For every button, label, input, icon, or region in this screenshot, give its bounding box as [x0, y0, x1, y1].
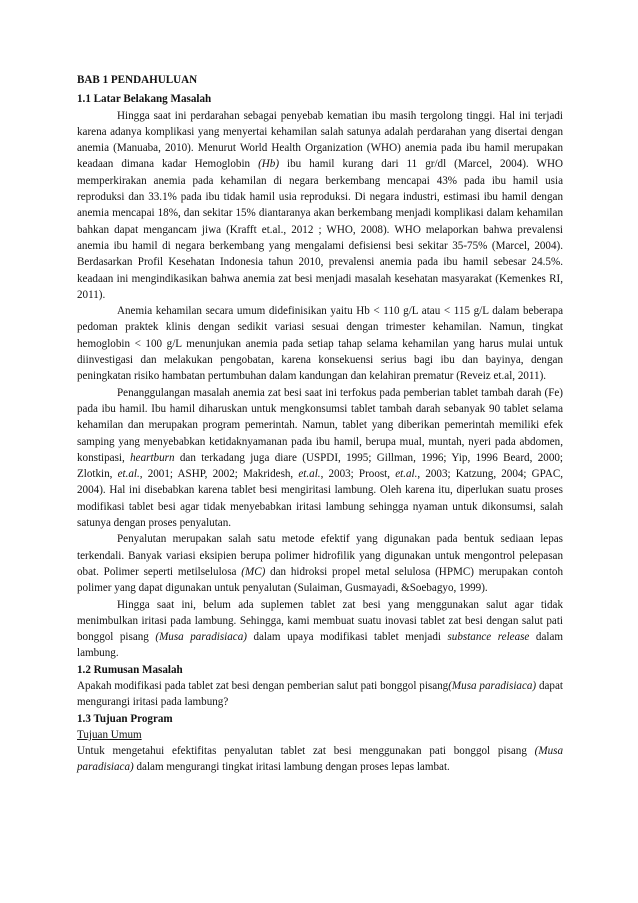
- paragraph-anemia-prevalence: [77, 108, 563, 304]
- italic-text-run: substance release: [447, 631, 530, 644]
- text-run: Hingga saat ini, belum ada suplemen tablet zat besi yang menggunakan salut agar tidak menimbulkan iritasi pada lambung. Sehingga, kami membuat suatu inovasi tablet zat besi dengan salut pati bonggol pisang: [77, 598, 563, 644]
- text-run: dalam mengurangi tingkat iritasi lambung dengan proses lepas lambat.: [133, 761, 450, 774]
- text-run: ibu hamil kurang dari 11 gr/dl (Marcel, 2004). WHO memperkirakan anemia pada kehamilan di negara berkembang mencapai 43% pada ibu hamil usia reproduksi dan 33.1% pada ibu tidak hamil usia reproduksi. Di negara industri, estimasi ibu hamil dengan anemia mencapai 18%, dan sekitar 15% diantaranya akan berkembang menjadi komplikasi dalam kehamilan bahkan dapat mengancam jiwa (Krafft et.al., 2012 ; WHO, 2008). WHO melaporkan bahwa prevalensi anemia ibu hamil di negara berkembang yang mengalami defisiensi besi sekitar 35-75% (Marcel, 2004). Berdasarkan Profil Kesehatan Indonesia tahun 2010, prevalensi anemia pada ibu hamil sebesar 24.5%. keadaan ini mengindikasikan bahwa anemia zat besi menjadi masalah kesehatan masyarakat (Kemenkes RI, 2011).: [77, 158, 563, 301]
- text-run: Anemia kehamilan secara umum didefinisikan yaitu Hb < 110 g/L atau < 115 g/L dalam beberapa pedoman praktek klinis dengan sedikit variasi sesuai dengan trimester kehamilan. Namun, tingkat hemoglobin < 100 g/L menunjukan anemia pada setiap tahap selama kehamilan yang harus mulai untuk diinvestigasi dan melakukan pengobatan, karena konsekuensi serius bagi ibu dan bayinya, dengan peningkatan risiko hambatan pertumbuhan dalam kandungan dan kelahiran prematur (Reveiz et.al, 2011).: [77, 305, 563, 383]
- italic-text-run: (Musa paradisiaca): [448, 679, 537, 692]
- text-run: , 2003; Katzung, 2004; GPAC, 2004). Hal ini disebabkan karena tablet besi mengiritasi lambung. Oleh karena itu, diperlukan suatu proses modifikasi tablet besi agar tidak menyebabkan iritasi lambung sehingga nyaman untuk dikonsumsi, salah satunya dengan proses penyalutan.: [77, 468, 564, 530]
- text-run: , 2003; Proost,: [320, 468, 396, 481]
- text-run: dapat mengurangi iritasi pada lambung?: [77, 679, 563, 709]
- italic-text-run: (MC): [241, 565, 266, 578]
- text-run: Apakah modifikasi pada tablet zat besi dengan pemberian salut pati bonggol pisang: [77, 679, 449, 692]
- paragraph-general-objective: [77, 743, 563, 776]
- section-title-rumusan-masalah: 1.2 Rumusan Masalah: [77, 663, 183, 676]
- chapter-title: BAB 1 PENDAHULUAN: [77, 74, 198, 86]
- paragraph-coating-method: [77, 531, 563, 596]
- italic-text-run: (Musa paradisiaca): [77, 745, 563, 774]
- paragraph-research-question: [77, 678, 563, 711]
- italic-text-run: (Musa paradisiaca): [155, 631, 247, 644]
- text-run: Hingga saat ini perdarahan sebagai penyebab kematian ibu masih tergolong tinggi. Hal ini terjadi karena adanya komplikasi yang menyertai kehamilan salah satunya adalah perdarahan yang disertai dengan anemia (Manuaba, 2010). Menurut World Health Organization (WHO) anemia pada ibu hamil merupakan keadaan dimana kadar Hemoglobin: [77, 109, 563, 171]
- paragraph-anemia-definition: [77, 303, 563, 384]
- document-page: [77, 72, 563, 776]
- italic-text-run: et.al.: [117, 468, 140, 481]
- italic-text-run: (Hb): [258, 158, 280, 171]
- text-run: dalam lambung.: [77, 631, 563, 660]
- italic-text-run: heartburn: [130, 451, 175, 464]
- section-title-latar-belakang: 1.1 Latar Belakang Masalah: [77, 93, 212, 106]
- subheading-tujuan-umum: Tujuan Umum: [77, 728, 142, 741]
- text-run: Penyalutan merupakan salah satu metode efektif yang digunakan pada bentuk sediaan lepas terkendali. Banyak variasi eksipien berupa polimer hidrofilik yang digunakan untuk mengontrol pelepasan obat. Polimer seperti metilselulosa: [77, 533, 563, 578]
- section-title-tujuan-program: 1.3 Tujuan Program: [77, 712, 173, 725]
- italic-text-run: et.al.: [298, 468, 321, 481]
- text-run: dan hidroksi propel metal selulosa (HPMC) merupakan contoh polimer yang dapat digunakan untuk penyalutan (Sulaiman, Gusmayadi, &Soebagyo, 1999).: [77, 565, 563, 595]
- paragraph-iron-tablet-program: [77, 385, 563, 532]
- text-run: Penanggulangan masalah anemia zat besi saat ini terfokus pada pemberian tablet tambah darah (Fe) pada ibu hamil. Ibu hamil diharuskan untuk mengkonsumsi tablet tambah darah sebanyak 90 tablet selama kehamilan dan merupakan program pemerintah. Namun, tablet yang diberikan pemerintah memiliki efek samping yang menyebabkan ketidaknyamanan pada ibu hamil, berupa mual, muntah, nyeri pada abdomen, konstipasi,: [77, 386, 563, 464]
- text-run: dalam upaya modifikasi tablet menjadi: [246, 631, 448, 644]
- text-run: Untuk mengetahui efektifitas penyalutan tablet zat besi menggunakan pati bonggol pisang: [77, 745, 535, 758]
- paragraph-innovation: [77, 597, 563, 662]
- text-run: dan terkadang juga diare (USPDI, 1995; Gillman, 1996; Yip, 1996 Beard, 2000; Zlotkin,: [77, 451, 563, 481]
- italic-text-run: et.al.: [395, 468, 418, 481]
- text-run: , 2001; ASHP, 2002; Makridesh,: [139, 468, 299, 481]
